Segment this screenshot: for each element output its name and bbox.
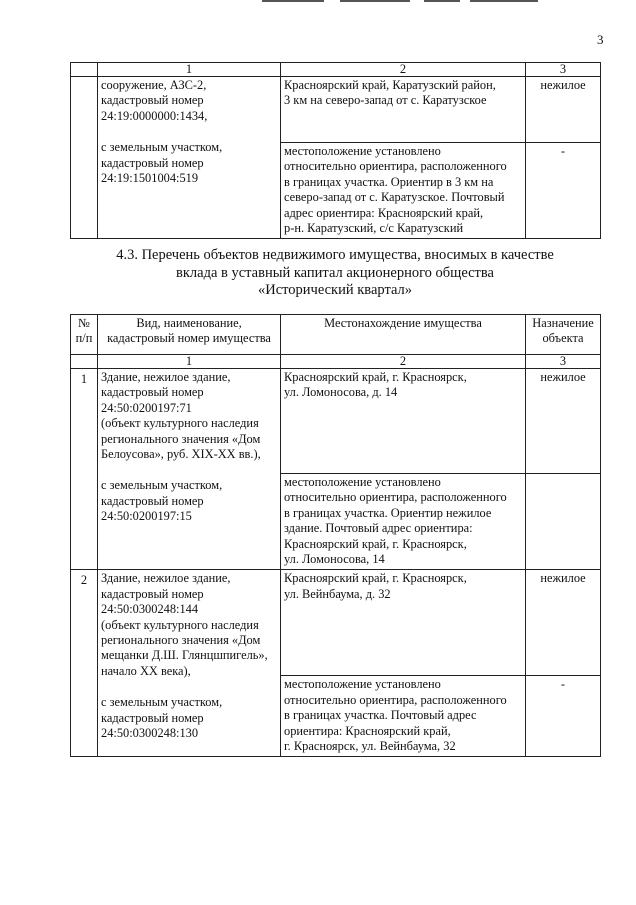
- name-line: с земельным участком,: [101, 478, 223, 493]
- name-line: кадастровый номер: [101, 710, 204, 725]
- location-cell: [281, 77, 526, 143]
- location-line: Красноярский край, г. Красноярск,: [284, 370, 467, 384]
- column-number-row: [71, 63, 601, 77]
- item-number: 1: [71, 369, 98, 570]
- scan-artifact-line: [470, 0, 538, 2]
- column-number-row: [71, 355, 601, 369]
- scan-artifact-line: [340, 0, 410, 2]
- name-line: 24:50:0200197:15: [101, 509, 192, 524]
- table-row: [71, 570, 601, 676]
- name-line: Белоусова», руб. XIX-XX вв.),: [101, 447, 261, 462]
- location-cell: [281, 369, 526, 474]
- name-line: кадастровый номер: [101, 155, 204, 170]
- location-cell: [281, 143, 526, 239]
- scan-artifact-line: [262, 0, 324, 2]
- location-line: в границах участка. Ориентир в 3 км на: [284, 174, 494, 189]
- location-line: ориентира: Красноярский край,: [284, 723, 451, 738]
- purpose-cell: нежилое: [526, 369, 601, 474]
- location-line: ул. Ломоносова, 14: [284, 552, 385, 567]
- location-line: относительно ориентира, расположенного: [284, 490, 507, 505]
- header-name: Вид, наименование, кадастровый номер имущества: [98, 315, 281, 355]
- purpose-cell: [526, 474, 601, 570]
- header-location: Местонахождение имущества: [281, 315, 526, 355]
- location-line: местоположение установлено: [284, 677, 441, 692]
- table-row: [71, 369, 601, 474]
- location-cell: [281, 570, 526, 676]
- purpose-cell: -: [526, 676, 601, 757]
- column-number: 1: [98, 63, 281, 77]
- purpose-cell: -: [526, 143, 601, 239]
- location-line: Красноярский край, Каратузский район,: [284, 78, 496, 92]
- name-line: сооружение, АЗС-2,: [101, 78, 207, 92]
- name-line: с земельным участком,: [101, 140, 223, 155]
- location-cell: [281, 474, 526, 570]
- location-line: относительно ориентира, расположенного: [284, 159, 507, 174]
- name-line: кадастровый номер: [101, 93, 204, 108]
- name-line: мещанки Д.Ш. Глянцшпигель»,: [101, 648, 268, 663]
- location-line: местоположение установлено: [284, 475, 441, 489]
- item-number: 2: [71, 570, 98, 757]
- location-line: ул. Ломоносова, д. 14: [284, 385, 398, 400]
- name-line: Здание, нежилое здание,: [101, 370, 231, 384]
- location-line: Красноярский край, г. Красноярск,: [284, 571, 467, 586]
- name-line: 24:50:0300248:130: [101, 726, 199, 741]
- scan-artifact-line: [424, 0, 460, 2]
- heading-line: вклада в уставный капитал акционерного общества: [176, 264, 494, 281]
- column-number: 3: [526, 355, 601, 369]
- location-line: Красноярский край, г. Красноярск,: [284, 536, 467, 551]
- name-line: Здание, нежилое здание,: [101, 571, 231, 586]
- table-row: [71, 77, 601, 143]
- header-row: [71, 315, 601, 355]
- location-line: г. Красноярск, ул. Вейнбаума, 32: [284, 739, 456, 754]
- property-name-cell: [98, 369, 281, 570]
- column-number: 1: [98, 355, 281, 369]
- header-purpose: Назначение объекта: [526, 315, 601, 355]
- location-line: здание. Почтовый адрес ориентира:: [284, 521, 473, 536]
- name-line: 24:50:0200197:71: [101, 400, 192, 415]
- name-line: (объект культурного наследия: [101, 617, 259, 632]
- name-line: регионального значения «Дом: [101, 431, 261, 446]
- name-line: регионального значения «Дом: [101, 633, 261, 648]
- name-line: кадастровый номер: [101, 586, 204, 601]
- heading-line: 4.3. Перечень объектов недвижимого имущества, вносимых в качестве: [116, 247, 554, 263]
- location-line: местоположение установлено: [284, 144, 441, 158]
- property-list-table: [70, 314, 601, 757]
- name-line: кадастровый номер: [101, 385, 204, 400]
- name-line: (объект культурного наследия: [101, 416, 259, 431]
- location-line: ул. Вейнбаума, д. 32: [284, 586, 391, 601]
- purpose-cell: нежилое: [526, 570, 601, 676]
- property-name-cell: [98, 77, 281, 239]
- continuation-table: [70, 62, 601, 239]
- name-line: 24:50:0300248:144: [101, 602, 199, 617]
- location-line: в границах участка. Ориентир нежилое: [284, 505, 492, 520]
- purpose-cell: нежилое: [526, 77, 601, 143]
- location-line: в границах участка. Почтовый адрес: [284, 708, 477, 723]
- heading-line: «Исторический квартал»: [257, 282, 413, 298]
- section-heading: [70, 247, 600, 300]
- name-line: 24:19:1501004:519: [101, 171, 199, 186]
- location-line: р-н. Каратузский, с/с Каратузский: [284, 221, 464, 236]
- header-num: № п/п: [71, 315, 98, 355]
- location-line: адрес ориентира: Красноярский край,: [284, 205, 484, 220]
- location-cell: [281, 676, 526, 757]
- column-number: 2: [281, 355, 526, 369]
- name-line: с земельным участком,: [101, 695, 223, 710]
- location-line: 3 км на северо-запад от с. Каратузское: [284, 93, 487, 108]
- column-number: 2: [281, 63, 526, 77]
- page-number: 3: [597, 32, 604, 47]
- name-line: кадастровый номер: [101, 493, 204, 508]
- column-number: 3: [526, 63, 601, 77]
- name-line: начало XX века),: [101, 663, 191, 678]
- location-line: северо-запад от с. Каратузское. Почтовый: [284, 190, 505, 205]
- location-line: относительно ориентира, расположенного: [284, 692, 507, 707]
- property-name-cell: [98, 570, 281, 757]
- name-line: 24:19:0000000:1434,: [101, 108, 208, 123]
